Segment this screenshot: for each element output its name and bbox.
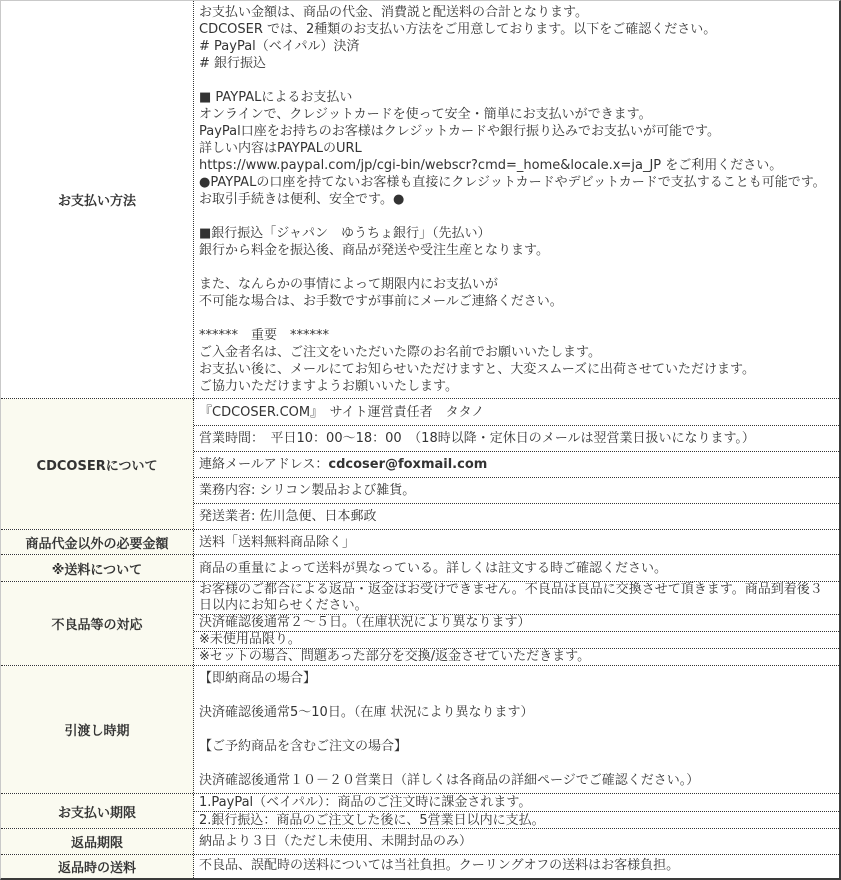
text-line: 決済確認後通常２～５日。（在庫状況により異なります） — [199, 615, 531, 630]
text-line: お支払い金額は、商品の代金、消費説と配送料の合計となります。 — [199, 5, 588, 20]
content-row — [194, 855, 839, 876]
text-line — [199, 721, 834, 738]
contact-email: cdcoser@foxmail.com — [328, 457, 488, 472]
content-row — [194, 555, 839, 581]
text-line: 不良品、誤配時の送料については当社負担。クーリングオフの送料はお客様負担。 — [199, 858, 680, 873]
text-label: 連絡メールアドレス： — [199, 457, 329, 472]
row-header-defective: 不良品等の対応 — [1, 582, 194, 665]
text-line — [199, 208, 834, 225]
text-line — [199, 310, 834, 327]
text-line: # 銀行振込 — [199, 56, 267, 71]
text-line: 【即納商品の場合】 — [199, 671, 317, 686]
text-line — [199, 456, 487, 473]
text-line: ****** 重要 ****** — [199, 328, 330, 343]
content-row — [194, 811, 839, 828]
text-line: また、なんらかの事情によって期限内にお支払いが — [199, 277, 499, 292]
text-line — [199, 755, 834, 772]
text-line: お支払い後に、メールにてお知らせいただけますと、大変スムーズに出荷させていただけます。 — [199, 362, 756, 377]
content-column-extra-fees — [194, 530, 839, 554]
content-row — [194, 530, 839, 554]
text-line: ※セットの場合、問題あった部分を交換/返金させていただきます。 — [199, 649, 591, 664]
content-row — [194, 582, 839, 614]
content-row — [194, 631, 839, 648]
content-row — [194, 451, 839, 477]
text-line: ●PAYPALの口座を持てないお客様も直接にクレジットカードやデビットカードで支払することも可能です。 — [199, 175, 826, 190]
content-column-payment-method — [194, 1, 839, 398]
content-row — [194, 829, 839, 854]
content-row — [194, 794, 839, 811]
content-row — [194, 503, 839, 529]
content-column-return-shipping — [194, 855, 839, 878]
row-header-delivery: 引渡し時期 — [1, 666, 194, 793]
row-header-about: CDCOSERについて — [1, 399, 194, 529]
text-line: 発送業者: 佐川急便、日本郵政 — [199, 509, 377, 524]
text-line — [199, 259, 834, 276]
text-line: 2.銀行振込：商品のご注文した後に、5営業日以内に支払。 — [199, 813, 545, 828]
content-row — [194, 1, 839, 398]
section-extra-fees — [1, 529, 839, 554]
text-line: ※未使用品限り。 — [199, 632, 301, 647]
section-payment-deadline — [1, 793, 839, 828]
section-return-shipping — [1, 854, 839, 878]
text-line: 不可能な場合は、お手数ですが事前にメールご連絡ください。 — [199, 294, 563, 309]
section-delivery — [1, 665, 839, 793]
content-row — [194, 666, 839, 793]
text-line: https://www.paypal.com/jp/cgi-bin/webscr?cmd=_home&locale.x=ja_JP をご利用ください。 — [199, 158, 783, 173]
text-line: お客様のご都合による返品・返金はお受けできません。不良品は良品に交換させて頂きます。商品到着後３日以内にお知らせください。 — [199, 582, 823, 613]
text-line: ■銀行振込「ジャパン ゆうちょ銀行」（先払い） — [199, 226, 491, 241]
row-header-return-shipping: 返品時の送料 — [1, 855, 194, 878]
row-header-payment-deadline: お支払い期限 — [1, 794, 194, 828]
text-line: オンラインで、クレジットカードを使って安全・簡単にお支払いができます。 — [199, 107, 652, 122]
text-line: ご協力いただけますようお願いいたします。 — [199, 379, 458, 394]
content-row — [194, 399, 839, 425]
section-defective — [1, 581, 839, 665]
text-line: ご入金者名は、ご注文をいただいた際のお名前でお願いいたします。 — [199, 345, 601, 360]
section-return-deadline — [1, 828, 839, 854]
text-line: 【ご予約商品を含むご注文の場合】 — [199, 739, 408, 754]
row-header-payment-method: お支払い方法 — [1, 1, 194, 398]
text-line: ■ PAYPALによるお支払い — [199, 90, 353, 105]
text-line — [199, 687, 834, 704]
text-line — [199, 72, 834, 89]
section-shipping-note — [1, 554, 839, 581]
content-row — [194, 425, 839, 451]
text-line: 決済確認後通常１０－２０営業日（詳しくは各商品の詳細ページでご確認ください。） — [199, 773, 700, 788]
content-row — [194, 614, 839, 631]
text-line: 営業時間： 平日10：00～18：00 （18時以降・定休日のメールは翌営業日扱いになります。） — [199, 431, 755, 446]
text-line: 納品より３日（ただし未使用、未開封品のみ） — [199, 834, 473, 849]
text-line: お取引手続きは便利、安全です。● — [199, 192, 405, 207]
section-about — [1, 398, 839, 529]
text-line: 商品の重量によって送料が異なっている。詳しくは註文する時ご確認ください。 — [199, 560, 668, 576]
text-line: 銀行から料金を振込後、商品が発送や受注生産となります。 — [199, 243, 549, 258]
content-row — [194, 648, 839, 665]
content-column-return-deadline — [194, 829, 839, 854]
text-line: CDCOSER では、2種類のお支払い方法をご用意しております。以下をご確認ください。 — [199, 22, 717, 37]
row-header-return-deadline: 返品期限 — [1, 829, 194, 854]
section-payment-method — [1, 1, 839, 398]
text-line: 『CDCOSER.COM』 サイト運営責任者 タタノ — [199, 404, 485, 420]
text-line: 1.PayPal（ベイパル）：商品のご注文時に課金されます。 — [199, 795, 532, 810]
content-row — [194, 477, 839, 503]
content-column-payment-deadline — [194, 794, 839, 828]
row-header-extra-fees: 商品代金以外の必要金額 — [1, 530, 194, 554]
content-column-delivery — [194, 666, 839, 793]
text-line: # PayPal（ベイパル）決済 — [199, 39, 360, 54]
row-header-shipping-note: ※送料について — [1, 555, 194, 581]
text-line: 送料「送料無料商品除く」 — [199, 534, 356, 550]
text-line: 業務内容: シリコン製品および雑貨。 — [199, 483, 416, 498]
text-line: 詳しい内容はPAYPALのURL — [199, 141, 362, 156]
text-line: PayPal口座をお持ちのお客様はクレジットカードや銀行振り込みでお支払いが可能です。 — [199, 124, 720, 139]
content-column-shipping-note — [194, 555, 839, 581]
text-line: 決済確認後通常5～10日。（在庫 状況により異なります） — [199, 705, 534, 720]
content-column-defective — [194, 582, 839, 665]
content-column-about — [194, 399, 839, 529]
